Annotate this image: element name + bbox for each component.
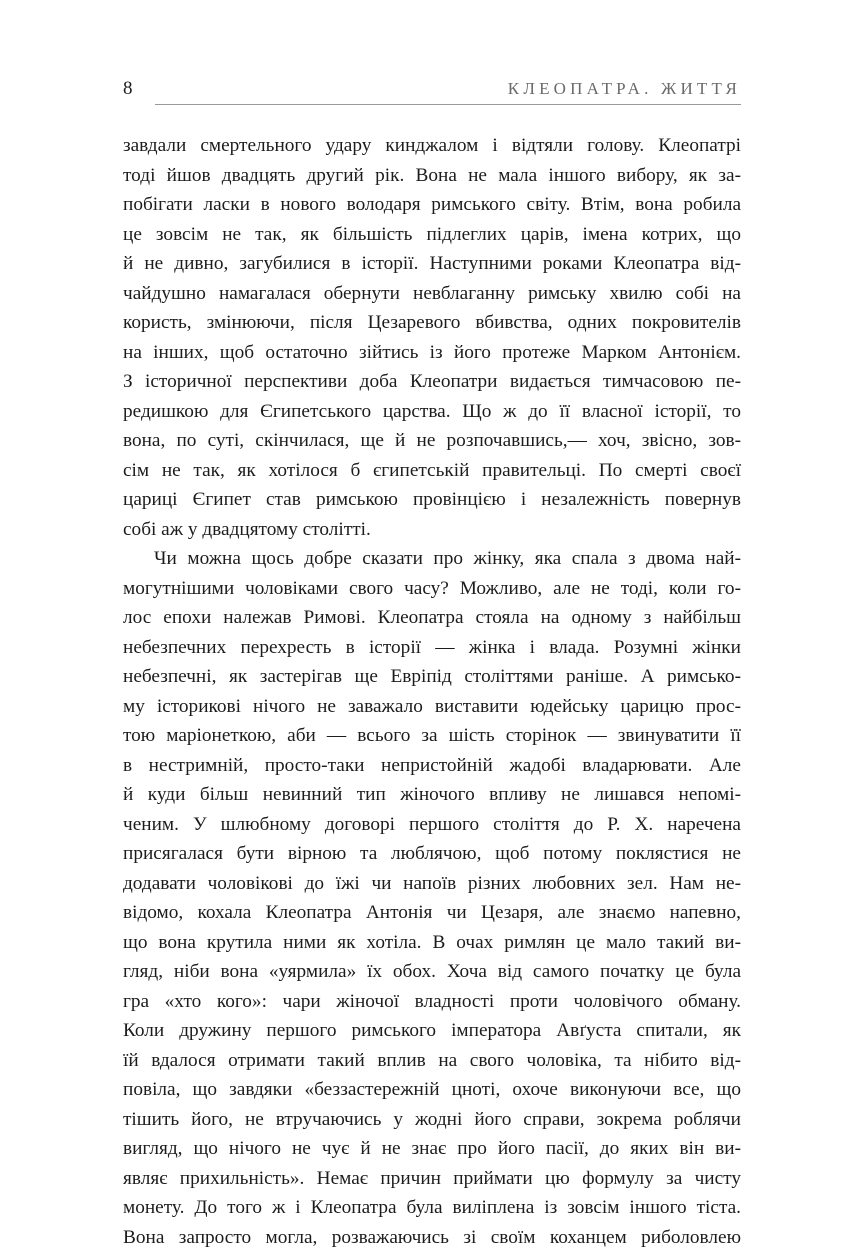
text-line: що вона крутила ними як хотіла. В очах римлян це мало такий ви- — [123, 928, 741, 958]
text-line: Вона запросто могла, розважаючись зі своїм коханцем риболовлею — [123, 1223, 741, 1252]
header-rule — [155, 104, 741, 105]
text-line: присягалася бути вірною та люблячою, щоб потому поклястися не — [123, 839, 741, 869]
text-line: му історикові нічого не заважало виставити юдейську царицю прос- — [123, 692, 741, 722]
text-line: Чи можна щось добре сказати про жінку, яка спала з двома най- — [123, 544, 741, 574]
text-line: завдали смертельного удару кинджалом і відтяли голову. Клеопатрі — [123, 131, 741, 161]
text-line: тішить його, не втручаючись у жодні його справи, зокрема роблячи — [123, 1105, 741, 1135]
text-line: Коли дружину першого римського імператора Авґуста спитали, як — [123, 1016, 741, 1046]
text-line: користь, змінюючи, після Цезаревого вбивства, одних покровителів — [123, 308, 741, 338]
text-line: відомо, кохала Клеопатра Антонія чи Цезаря, але знаємо напевно, — [123, 898, 741, 928]
running-title: КЛЕОПАТРА. ЖИТТЯ — [508, 78, 741, 100]
text-line: небезпечні, як застерігав ще Евріпід століттями раніше. А римсько- — [123, 662, 741, 692]
page-number: 8 — [123, 78, 133, 100]
text-line: сім не так, як хотілося б єгипетській правительці. По смерті своєї — [123, 456, 741, 486]
text-line: це зовсім не так, як більшість підлеглих царів, імена котрих, що — [123, 220, 741, 250]
text-line: цариці Єгипет став римською провінцією і незалежність повернув — [123, 485, 741, 515]
text-line: лос епохи належав Римові. Клеопатра стояла на одному з найбільш — [123, 603, 741, 633]
text-line: в нестримній, просто-таки непристойній жадобі владарювати. Але — [123, 751, 741, 781]
text-line: їй вдалося отримати такий вплив на свого чоловіка, та нібито від- — [123, 1046, 741, 1076]
text-line: небезпечних перехресть в історії — жінка і влада. Розумні жінки — [123, 633, 741, 663]
text-line: тоді йшов двадцять другий рік. Вона не мала іншого вибору, як за- — [123, 161, 741, 191]
text-line: й не дивно, загубилися в історії. Наступними роками Клеопатра від- — [123, 249, 741, 279]
text-line: З історичної перспективи доба Клеопатри видається тимчасовою пе- — [123, 367, 741, 397]
text-line: тою маріонеткою, аби — всього за шість сторінок — звинуватити її — [123, 721, 741, 751]
text-line: монету. До того ж і Клеопатра була виліплена із зовсім іншого тіста. — [123, 1193, 741, 1223]
text-line: могутнішими чоловіками свого часу? Можливо, але не тоді, коли го- — [123, 574, 741, 604]
text-line: побігати ласки в нового володаря римського світу. Втім, вона робила — [123, 190, 741, 220]
page-header — [123, 78, 741, 108]
text-line: повіла, що завдяки «беззастережній цноті, охоче виконуючи все, що — [123, 1075, 741, 1105]
text-line: ченим. У шлюбному договорі першого століття до Р. Х. наречена — [123, 810, 741, 840]
text-line: вигляд, що нічого не чує й не знає про його пасії, до яких він ви- — [123, 1134, 741, 1164]
body-text — [123, 131, 741, 1252]
text-line: й куди більш невинний тип жіночого впливу не лишався непомі- — [123, 780, 741, 810]
text-line: додавати чоловікові до їжі чи напоїв різних любовних зел. Нам не- — [123, 869, 741, 899]
text-line: гляд, ніби вона «уярмила» їх обох. Хоча від самого початку це була — [123, 957, 741, 987]
text-line: вона, по суті, скінчилася, ще й не розпочавшись,— хоч, звісно, зов- — [123, 426, 741, 456]
text-line: чайдушно намагалася обернути невблаганну римську хвилю собі на — [123, 279, 741, 309]
text-line: являє прихильність». Немає причин приймати цю формулу за чисту — [123, 1164, 741, 1194]
text-line: на інших, щоб остаточно зійтись із його протеже Марком Антонієм. — [123, 338, 741, 368]
text-line: собі аж у двадцятому столітті. — [123, 515, 741, 545]
text-line: редишкою для Єгипетського царства. Що ж до її власної історії, то — [123, 397, 741, 427]
text-line: гра «хто кого»: чари жіночої владності проти чоловічого обману. — [123, 987, 741, 1017]
